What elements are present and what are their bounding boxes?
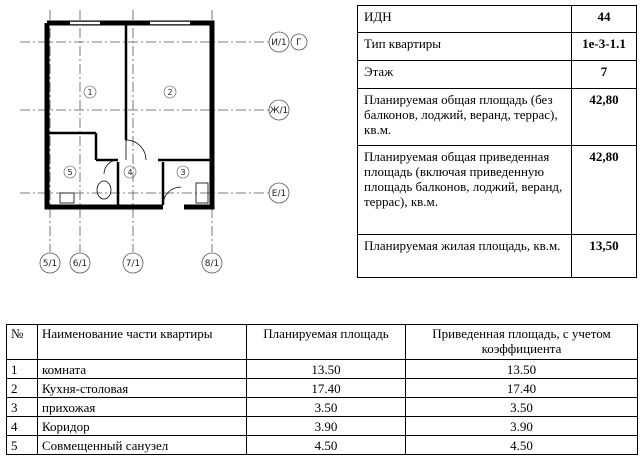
table-row [7, 436, 638, 455]
summary-value: 1е-3-1.1 [572, 33, 637, 61]
room-number-3: 3 [180, 168, 186, 177]
summary-value: 13,50 [572, 235, 637, 278]
room-reduced-area: 3.50 [406, 398, 638, 417]
room-name: Коридор [38, 417, 247, 436]
room-area: 3.90 [247, 417, 406, 436]
summary-row-type [358, 33, 637, 61]
axis-label-5-1: 5/1 [42, 259, 58, 269]
summary-label: ИДН [358, 6, 572, 33]
summary-label: Планируемая общая приведенная площадь (включая приведенную площадь балконов, лоджий, веранд, террас), кв.м. [358, 146, 572, 235]
axis-tag-g: Г [296, 38, 302, 48]
apartment-summary-table [357, 5, 637, 278]
rooms-header-row [7, 325, 638, 360]
summary-label: Планируемая общая площадь (без балконов, лоджий, веранд, террас), кв.м. [358, 89, 572, 146]
room-number: 4 [7, 417, 38, 436]
room-area: 17.40 [247, 379, 406, 398]
summary-value: 7 [572, 61, 637, 89]
rooms-table [6, 324, 638, 455]
summary-value: 44 [572, 6, 637, 33]
room-number: 2 [7, 379, 38, 398]
floor-plan [0, 0, 352, 280]
room-name: комната [38, 360, 247, 379]
room-reduced-area: 17.40 [406, 379, 638, 398]
axis-labels-right [269, 32, 307, 203]
door-swings [104, 140, 181, 205]
header-area: Планируемая площадь [247, 325, 406, 360]
room-area: 4.50 [247, 436, 406, 455]
outer-walls [47, 23, 212, 207]
room-number: 3 [7, 398, 38, 417]
room-name: прихожая [38, 398, 247, 417]
room-reduced-area: 3.90 [406, 417, 638, 436]
summary-label: Тип квартиры [358, 33, 572, 61]
table-row [7, 360, 638, 379]
room-number-1: 1 [87, 88, 93, 97]
axis-lines [20, 10, 270, 252]
room-reduced-area: 13.50 [406, 360, 638, 379]
room-name: Совмещенный санузел [38, 436, 247, 455]
header-reduced-area: Приведенная площадь, с учетом коэффициента [406, 325, 638, 360]
summary-row-floor [358, 61, 637, 89]
summary-value: 42,80 [572, 146, 637, 235]
header-name: Наименование части квартиры [38, 325, 247, 360]
table-row [7, 379, 638, 398]
axis-label-e1: Е/1 [271, 189, 287, 199]
summary-row-idn [358, 6, 637, 33]
axis-label-i1: И/1 [271, 38, 287, 48]
room-number-2: 2 [167, 88, 173, 97]
room-reduced-area: 4.50 [406, 436, 638, 455]
axis-label-6-1: 6/1 [72, 259, 88, 269]
axis-labels-bottom [40, 253, 222, 273]
room-number: 1 [7, 360, 38, 379]
room-area: 13.50 [247, 360, 406, 379]
header-number: № [7, 325, 38, 360]
summary-row-reduced-area [358, 146, 637, 235]
room-number: 5 [7, 436, 38, 455]
room-area: 3.50 [247, 398, 406, 417]
bath-fixtures [60, 181, 208, 203]
room-number-5: 5 [67, 168, 73, 177]
axis-label-7-1: 7/1 [125, 259, 141, 269]
table-row [7, 417, 638, 436]
room-number-4: 4 [127, 168, 133, 177]
table-row [7, 398, 638, 417]
summary-row-living-area [358, 235, 637, 278]
summary-label: Планируемая жилая площадь, кв.м. [358, 235, 572, 278]
axis-label-zh1: Ж/1 [269, 106, 289, 116]
room-name: Кухня-столовая [38, 379, 247, 398]
summary-row-total-area [358, 89, 637, 146]
axis-label-8-1: 8/1 [204, 259, 220, 269]
summary-value: 42,80 [572, 89, 637, 146]
summary-label: Этаж [358, 61, 572, 89]
